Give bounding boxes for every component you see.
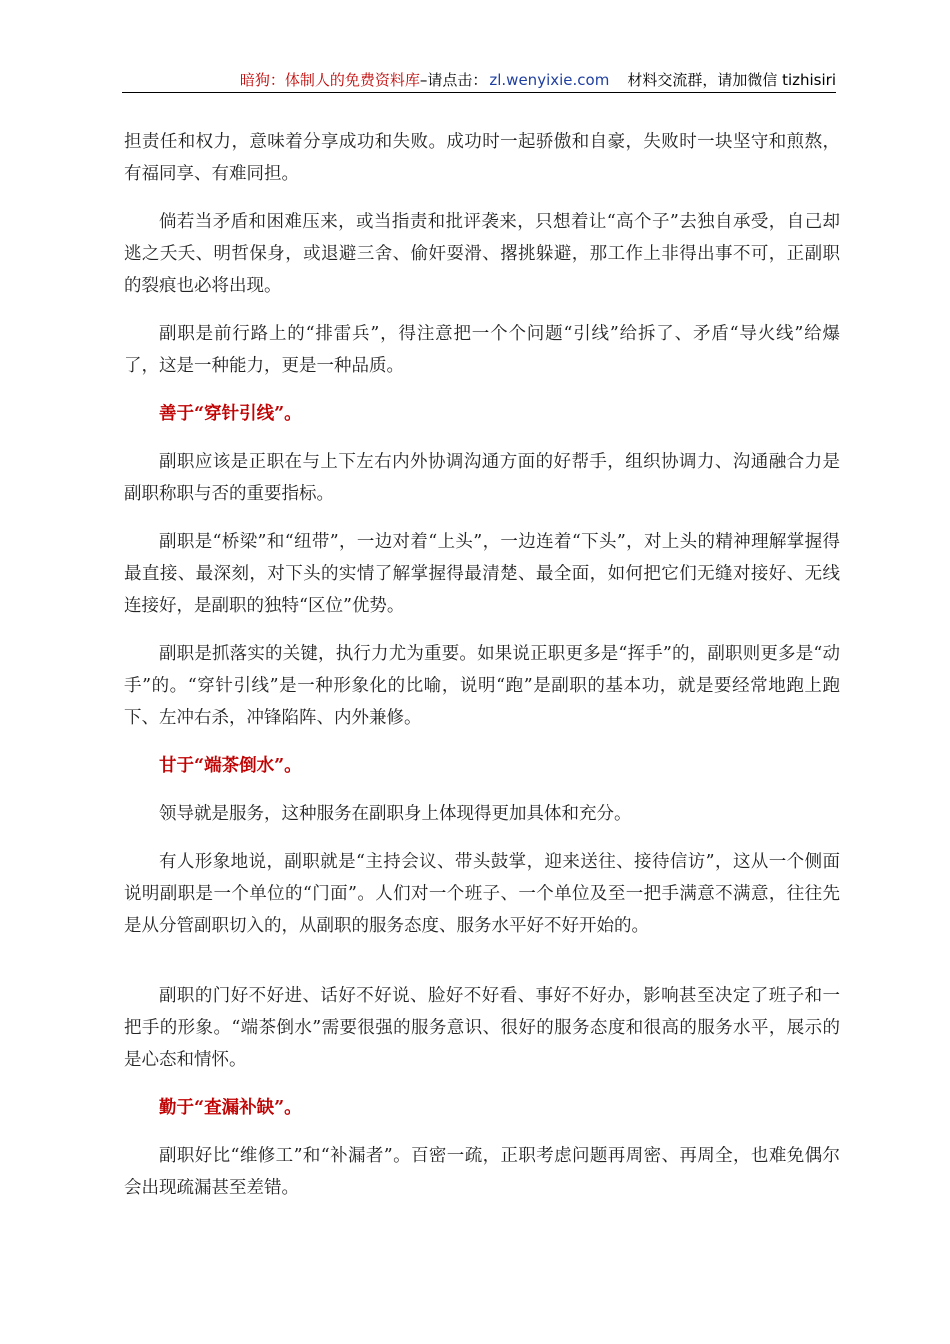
paragraph: 领导就是服务，这种服务在副职身上体现得更加具体和充分。 bbox=[159, 804, 632, 824]
paragraph: 担责任和权力，意味着分享成功和失败。成功时一起骄傲和自豪，失败时一块坚守和煎熬，有福同享、有难同担。 bbox=[124, 132, 840, 184]
header-click-label: 请点击： bbox=[427, 71, 488, 89]
paragraph: 副职是“桥梁”和“纽带”，一边对着“上头”，一边连着“下头”，对上头的精神理解掌握得最直接、最深刻，对下头的实情了解掌握得最清楚、最全面，如何把它们无缝对接好、无线连接好，是副职的独特“区位”优势。 bbox=[124, 532, 840, 616]
document-body bbox=[124, 126, 840, 1220]
paragraph: 副职是抓落实的关键，执行力尤为重要。如果说正职更多是“挥手”的，副职则更多是“动手”的。“穿针引线”是一种形象化的比喻，说明“跑”是副职的基本功，就是要经常地跑上跑下、左冲右杀，冲锋陷阵、内外兼修。 bbox=[124, 644, 840, 728]
header-group-info: 材料交流群，请加微信 tizhisiri bbox=[627, 71, 836, 89]
paragraph: 倘若当矛盾和困难压来，或当指责和批评袭来，只想着让“高个子”去独自承受，自己却逃之夭夭、明哲保身，或退避三舍、偷奸耍滑、撂挑躲避，那工作上非得出事不可，正副职的裂痕也必将出现。 bbox=[124, 212, 840, 296]
paragraph: 副职的门好不好进、话好不好说、脸好不好看、事好不好办，影响甚至决定了班子和一把手的形象。“端茶倒水”需要很强的服务意识、很好的服务态度和很高的服务水平，展示的是心态和情怀。 bbox=[124, 986, 840, 1070]
paragraph: 副职是前行路上的“排雷兵”，得注意把一个个问题“引线”给拆了、矛盾“导火线”给爆了，这是一种能力，更是一种品质。 bbox=[124, 324, 840, 376]
paragraph: 副职好比“维修工”和“补漏者”。百密一疏，正职考虑问题再周密、再周全，也难免偶尔会出现疏漏甚至差错。 bbox=[124, 1146, 840, 1198]
header-link[interactable]: zl.wenyixie.com bbox=[489, 71, 610, 89]
paragraph-gap bbox=[124, 958, 840, 980]
section-heading: 善于“穿针引线”。 bbox=[159, 404, 302, 424]
header-brand: 暗狗：体制人的免费资料库 bbox=[239, 71, 420, 89]
header-dash: – bbox=[419, 71, 428, 89]
paragraph: 有人形象地说，副职就是“主持会议、带头鼓掌，迎来送往、接待信访”，这从一个侧面说明副职是一个单位的“门面”。人们对一个班子、一个单位及至一把手满意不满意，往往先是从分管副职切入的，从副职的服务态度、服务水平好不好开始的。 bbox=[124, 852, 840, 936]
section-heading: 勤于“查漏补缺”。 bbox=[159, 1098, 302, 1118]
section-heading: 甘于“端茶倒水”。 bbox=[159, 756, 302, 776]
paragraph: 副职应该是正职在与上下左右内外协调沟通方面的好帮手，组织协调力、沟通融合力是副职称职与否的重要指标。 bbox=[124, 452, 840, 504]
page-header bbox=[122, 68, 836, 93]
